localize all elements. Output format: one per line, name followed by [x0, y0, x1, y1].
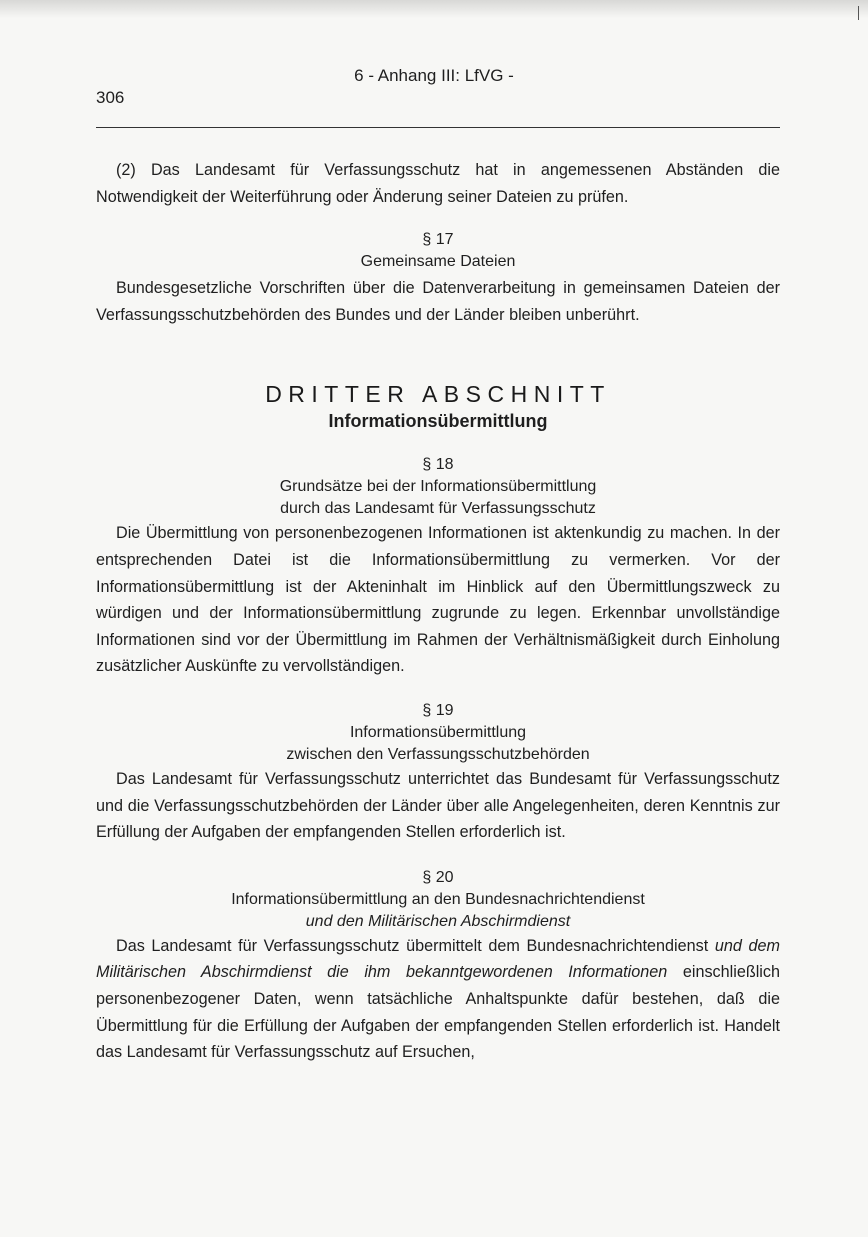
- section-18-title-line1: Grundsätze bei der Informationsübermittlung: [279, 478, 597, 496]
- running-header: 6 - Anhang III: LfVG -: [354, 66, 514, 85]
- section-20-text-part2: einschließlich personenbezogener Daten, wenn tatsächliche Anhaltspunkte dafür bestehen, daß die Übermittlung für die Erfüllung der Aufgaben der empfangenden Stellen erforderlich ist. Handelt das Landesamt für Verfassungsschutz auf Ersuchen,: [96, 963, 781, 1062]
- section-17-title: Gemeinsame Dateien: [360, 253, 516, 271]
- part-heading: DRITTER ABSCHNITT: [265, 381, 611, 408]
- part-subheading: Informationsübermittlung: [328, 411, 548, 432]
- section-20-number: § 20: [422, 868, 454, 886]
- section-19-title-line1: Informationsübermittlung: [349, 723, 527, 741]
- page-body: [96, 157, 780, 1066]
- section-20-text-part1: Das Landesamt für Verfassungsschutz übermittelt dem Bundesnachrichtendienst: [116, 936, 715, 955]
- header-rule: [96, 127, 780, 128]
- section-17-number: § 17: [422, 231, 454, 249]
- section-20-title-line1: Informationsübermittlung an den Bundesnachrichtendienst: [231, 890, 645, 908]
- section-19-text: Das Landesamt für Verfassungsschutz unterrichtet das Bundesamt für Verfassungsschutz und die Verfassungsschutzbehörden der Länder über alle Angelegenheiten, deren Kenntnis zur Erfüllung der Aufgaben der empfangenden Stellen erforderlich ist.: [96, 769, 780, 842]
- paragraph-2: (2) Das Landesamt für Verfassungsschutz hat in angemessenen Abständen die Notwendigkeit der Weiterführung oder Änderung seiner Dateien zu prüfen.: [96, 161, 780, 206]
- section-18-title-line2: durch das Landesamt für Verfassungsschutz: [280, 500, 596, 518]
- scan-edge: [0, 0, 868, 18]
- section-20-text-italic: und dem Militärischen Abschirmdienst die ihm bekanntgewordenen Informationen: [96, 936, 780, 982]
- section-19-title-line2: zwischen den Verfassungsschutzbehörden: [286, 745, 590, 763]
- section-18-number: § 18: [422, 456, 454, 474]
- section-19-number: § 19: [422, 701, 454, 719]
- scan-mark: [858, 6, 859, 20]
- section-18-text: Die Übermittlung von personenbezogenen Informationen ist aktenkundig zu machen. In der entsprechenden Datei ist die Informationsübermittlung zu vermerken. Vor der Informationsübermittlung ist der Akteninhalt im Hinblick auf den Übermittlungszweck zu würdigen und der Informationsübermittlung zugrunde zu legen. Erkennbar unvollständige Informationen sind vor der Übermittlung im Rahmen der Verhältnismäßigkeit durch Einholung zusätzlicher Auskünfte zu vervollständigen.: [96, 524, 780, 676]
- section-17-text: Bundesgesetzliche Vorschriften über die Datenverarbeitung in gemeinsamen Dateien der Verfassungsschutzbehörden des Bundes und der Länder bleiben unberührt.: [96, 279, 780, 324]
- section-20-text: [96, 933, 780, 1066]
- page-number: 306: [96, 88, 125, 107]
- section-20-title-line2: und den Militärischen Abschirmdienst: [305, 912, 571, 930]
